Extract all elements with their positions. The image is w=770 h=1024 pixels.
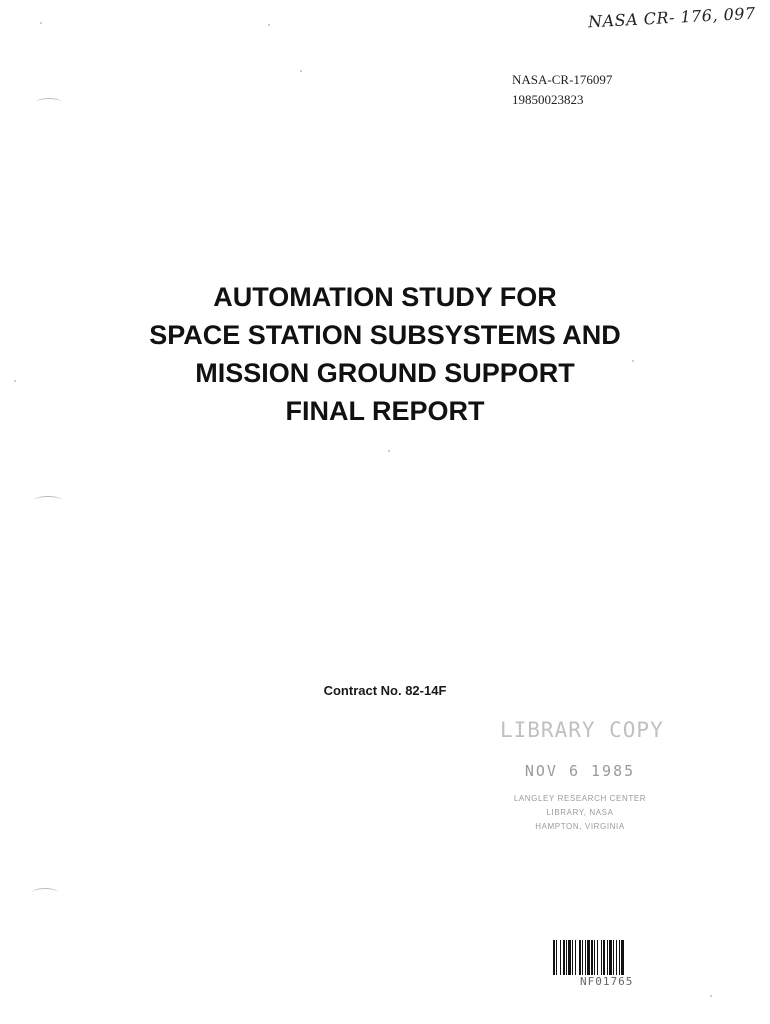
- stamp-address: [500, 792, 660, 834]
- scan-speck: [268, 24, 270, 26]
- barcode-bar: [616, 940, 617, 975]
- barcode-bar: [572, 940, 573, 975]
- barcode-bar: [607, 940, 608, 975]
- barcode-bar: [587, 940, 590, 975]
- stamp-heading: LIBRARY COPY: [500, 718, 664, 742]
- stamp-date: NOV 6 1985: [524, 762, 636, 780]
- scan-speck: [36, 98, 62, 107]
- barcode-bar: [613, 940, 614, 975]
- contract-number: Contract No. 82-14F: [323, 683, 447, 698]
- barcode-bar: [563, 940, 565, 975]
- barcode-bar: [575, 940, 576, 975]
- scan-speck: [14, 380, 16, 382]
- barcode-bar: [594, 940, 595, 975]
- barcode-bar: [621, 940, 624, 975]
- report-identifiers: [512, 70, 612, 110]
- barcode-bar: [556, 940, 557, 975]
- scan-speck: [632, 360, 634, 362]
- barcode-bar: [585, 940, 586, 975]
- scan-speck: [34, 496, 62, 505]
- stamp-line: HAMPTON, VIRGINIA: [535, 822, 625, 831]
- barcode-bar: [603, 940, 605, 975]
- scan-speck: [300, 70, 302, 72]
- title-line: SPACE STATION SUBSYSTEMS AND: [149, 320, 621, 350]
- barcode-bar: [609, 940, 612, 975]
- barcode-number: NF01765: [580, 975, 634, 988]
- barcode-bar: [579, 940, 581, 975]
- barcode-bar: [619, 940, 620, 975]
- title-line: FINAL REPORT: [285, 396, 485, 426]
- accession-number: 19850023823: [512, 92, 584, 107]
- handwritten-report-number: NASA CR- 176, 097: [587, 3, 757, 32]
- stamp-line: LIBRARY, NASA: [546, 808, 614, 817]
- barcode-bar: [582, 940, 583, 975]
- barcode: [553, 940, 683, 975]
- scan-speck: [710, 995, 712, 997]
- barcode-bar: [601, 940, 602, 975]
- title-line: AUTOMATION STUDY FOR: [213, 282, 557, 312]
- report-id: NASA-CR-176097: [512, 72, 613, 87]
- scan-speck: [388, 450, 390, 452]
- barcode-bar: [560, 940, 561, 975]
- library-stamp: [500, 710, 664, 834]
- barcode-bar: [568, 940, 571, 975]
- scan-speck: [40, 22, 42, 24]
- scan-speck: [32, 888, 58, 897]
- barcode-bar: [566, 940, 567, 975]
- barcode-bar: [553, 940, 555, 975]
- title-line: MISSION GROUND SUPPORT: [195, 358, 575, 388]
- barcode-bar: [591, 940, 593, 975]
- report-title: [0, 278, 770, 430]
- barcode-bar: [597, 940, 598, 975]
- stamp-line: LANGLEY RESEARCH CENTER: [513, 794, 647, 803]
